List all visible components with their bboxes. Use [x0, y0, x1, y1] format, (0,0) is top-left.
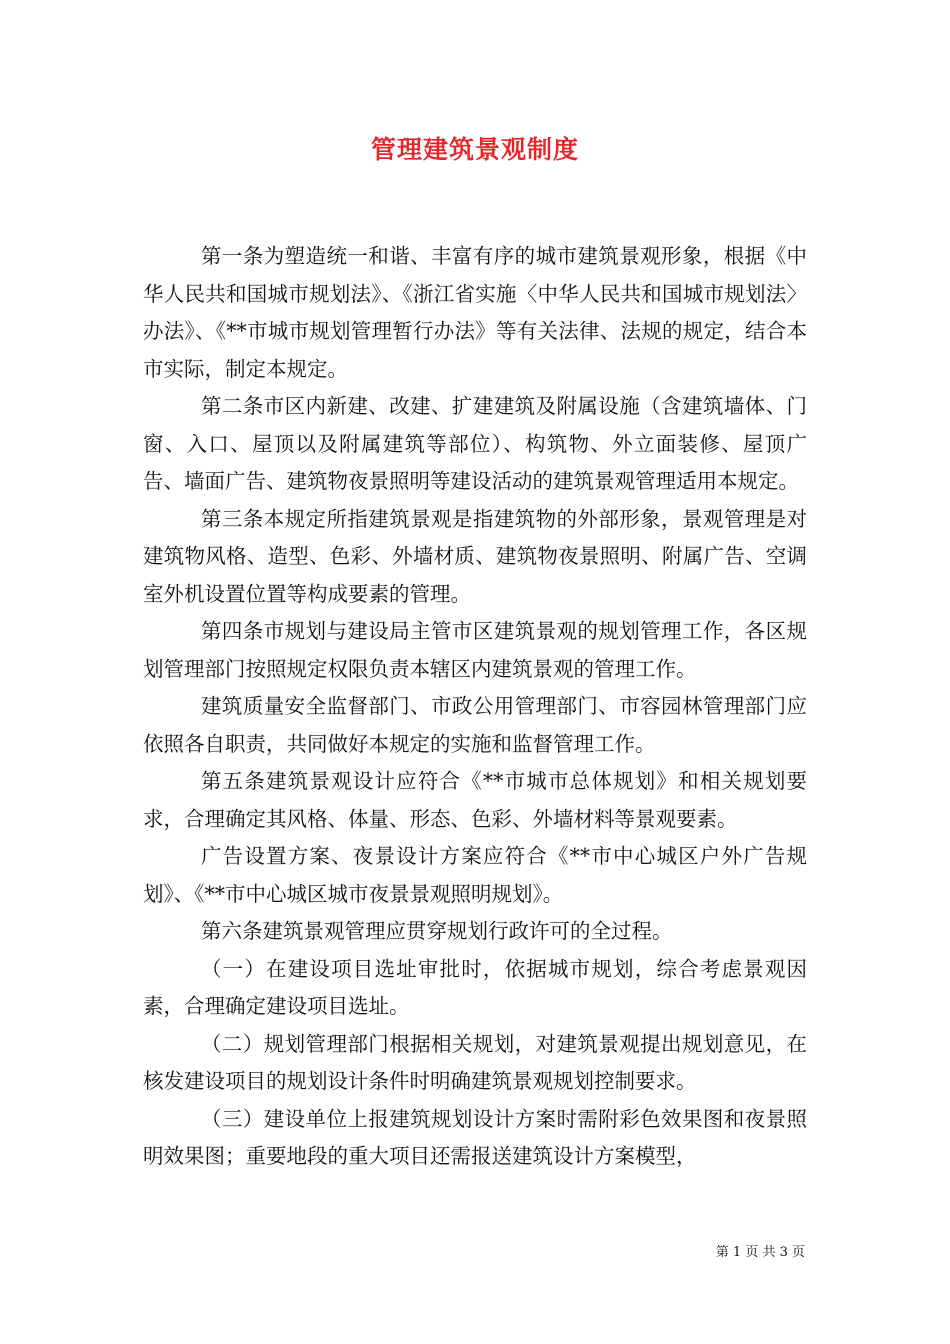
paragraph-article-6: 第六条建筑景观管理应贯穿规划行政许可的全过程。 — [201, 919, 673, 943]
paragraph-article-6-item-1: （一）在建设项目选址审批时，依据城市规划，综合考虑景观因素，合理确定建设项目选址。 — [143, 956, 807, 1018]
paragraph-article-5-supplement: 广告设置方案、夜景设计方案应符合《**市中心城区户外广告规划》、《**市中心城区城市夜景景观照明规划》。 — [143, 844, 807, 906]
paragraph-article-5: 第五条建筑景观设计应符合《**市城市总体规划》和相关规划要求，合理确定其风格、体量、形态、色彩、外墙材料等景观要素。 — [143, 769, 807, 831]
paragraph-article-6-item-3: （三）建设单位上报建筑规划设计方案时需附彩色效果图和夜景照明效果图；重要地段的重大项目还需报送建筑设计方案模型， — [143, 1106, 807, 1168]
paragraph-article-4: 第四条市规划与建设局主管市区建筑景观的规划管理工作，各区规划管理部门按照规定权限负责本辖区内建筑景观的管理工作。 — [143, 619, 807, 681]
paragraph-article-2: 第二条市区内新建、改建、扩建建筑及附属设施（含建筑墙体、门窗、入口、屋顶以及附属建筑等部位）、构筑物、外立面装修、屋顶广告、墙面广告、建筑物夜景照明等建设活动的建筑景观管理适用本规定。 — [143, 394, 807, 493]
paragraph-article-1: 第一条为塑造统一和谐、丰富有序的城市建筑景观形象，根据《中华人民共和国城市规划法》、《浙江省实施〈中华人民共和国城市规划法〉办法》、《**市城市规划管理暂行办法》等有关法律、法规的规定，结合本市实际，制定本规定。 — [143, 244, 807, 381]
page-number-footer: 第 1 页 共 3 页 — [715, 1245, 805, 1260]
document-body — [143, 238, 807, 1176]
paragraph-article-4-supplement: 建筑质量安全监督部门、市政公用管理部门、市容园林管理部门应依照各自职责，共同做好本规定的实施和监督管理工作。 — [143, 694, 807, 756]
page-title: 管理建筑景观制度 — [370, 135, 579, 164]
paragraph-article-3: 第三条本规定所指建筑景观是指建筑物的外部形象，景观管理是对建筑物风格、造型、色彩、外墙材质、建筑物夜景照明、附属广告、空调室外机设置位置等构成要素的管理。 — [143, 506, 807, 606]
paragraph-article-6-item-2: （二）规划管理部门根据相关规划，对建筑景观提出规划意见，在核发建设项目的规划设计条件时明确建筑景观规划控制要求。 — [143, 1031, 807, 1093]
